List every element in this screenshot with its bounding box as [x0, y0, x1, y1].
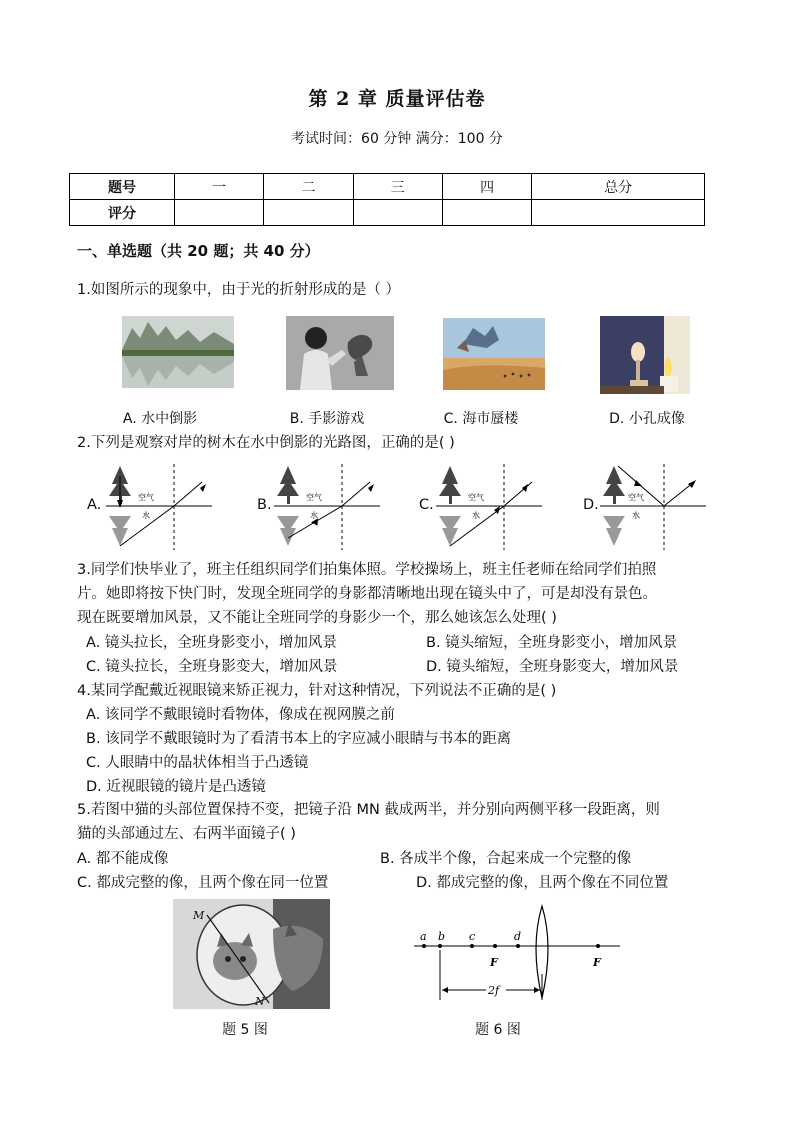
section-heading: 一、单选题（共 20 题；共 40 分） [77, 242, 320, 260]
figure-6-caption: 题 6 图 [475, 1022, 521, 1038]
point-b-label: b [438, 930, 446, 943]
table-cell: 评分 [70, 200, 175, 226]
question-3-line-1: 3.同学们快毕业了，班主任组织同学们拍集体照。学校操场上，班主任老师在给同学们拍照 [77, 562, 657, 578]
lens-diagram [410, 904, 625, 1008]
option-b-label[interactable]: B. 手影游戏 [289, 411, 365, 427]
table-cell: 题号 [70, 174, 175, 200]
option-d-label[interactable]: D. 小孔成像 [609, 411, 685, 427]
option-d-text[interactable]: D. 镜头缩短，全班身影变大，增加风景 [426, 659, 679, 675]
light-path-diagram-c [434, 462, 544, 556]
water-label: 水 [632, 511, 640, 520]
score-field[interactable] [264, 200, 353, 226]
air-label: 空气 [628, 493, 644, 502]
water-label: 水 [310, 511, 318, 520]
question-4-stem: 4.某同学配戴近视眼镜来矫正视力，针对这种情况，下列说法不正确的是( ) [77, 683, 557, 699]
option-a-label[interactable]: A. 水中倒影 [122, 411, 198, 427]
air-label: 空气 [138, 493, 154, 502]
option-b-text[interactable]: B. 镜头缩短，全班身影变小，增加风景 [426, 635, 678, 651]
page-title: 第 2 章 质量评估卷 [308, 88, 486, 110]
option-a-text[interactable]: A. 镜头拉长，全班身影变小，增加风景 [86, 635, 337, 651]
table-row [70, 200, 705, 226]
point-c-label: c [469, 930, 476, 943]
table-cell: 总分 [532, 174, 705, 200]
question-2-stem: 2.下列是观察对岸的树木在水中倒影的光路图，正确的是( ) [77, 435, 455, 451]
option-c-marker[interactable]: C. [419, 497, 434, 513]
option-c-text[interactable]: C. 都成完整的像，且两个像在同一位置 [77, 875, 329, 891]
table-cell: 三 [353, 174, 442, 200]
option-d-marker[interactable]: D. [583, 497, 599, 513]
hand-shadow-photo [286, 316, 394, 390]
question-3-line-2: 片。她即将按下快门时，发现全班同学的身影都清晰地出现在镜头中了，可是却没有景色。 [77, 586, 657, 602]
score-field[interactable] [442, 200, 531, 226]
exam-info: 考试时间：60 分钟 满分：100 分 [291, 131, 503, 147]
table-cell: 二 [264, 174, 353, 200]
focus-left-label: F [490, 956, 498, 969]
option-d-text[interactable]: D. 近视眼镜的镜片是凸透镜 [86, 779, 266, 795]
table-cell: 一 [175, 174, 264, 200]
option-c-text[interactable]: C. 镜头拉长，全班身影变大，增加风景 [86, 659, 338, 675]
score-field[interactable] [353, 200, 442, 226]
air-label: 空气 [468, 493, 484, 502]
option-b-marker[interactable]: B. [257, 497, 272, 513]
mirage-photo [443, 318, 545, 390]
two-f-label: 2f [488, 984, 500, 997]
mirror-label-n: N [255, 995, 265, 1008]
score-field[interactable] [175, 200, 264, 226]
option-a-text[interactable]: A. 都不能成像 [77, 851, 169, 867]
question-5-line-2: 猫的头部通过左、右两半面镜子( ) [77, 826, 296, 842]
table-row [70, 174, 705, 200]
question-5-line-1: 5.若图中猫的头部位置保持不变，把镜子沿 MN 截成两半，并分别向两侧平移一段距离，则 [77, 802, 660, 818]
option-d-text[interactable]: D. 都成完整的像，且两个像在不同位置 [416, 875, 669, 891]
water-label: 水 [472, 511, 480, 520]
score-table [69, 173, 705, 226]
reflection-photo [122, 316, 234, 388]
option-c-text[interactable]: C. 人眼睛中的晶状体相当于凸透镜 [86, 755, 309, 771]
option-c-label[interactable]: C. 海市蜃楼 [443, 411, 519, 427]
option-b-text[interactable]: B. 各成半个像，合起来成一个完整的像 [380, 851, 632, 867]
option-b-text[interactable]: B. 该同学不戴眼镜时为了看清书本上的字应减小眼睛与书本的距离 [86, 731, 512, 747]
point-a-label: a [420, 930, 427, 943]
light-path-diagram-a [104, 462, 214, 556]
cat-mirror-photo [173, 899, 330, 1009]
score-field[interactable] [532, 200, 705, 226]
light-path-diagram-b [272, 462, 382, 556]
option-a-text[interactable]: A. 该同学不戴眼镜时看物体，像成在视网膜之前 [86, 707, 395, 723]
focus-right-label: F [593, 956, 601, 969]
light-path-diagram-d [598, 462, 708, 556]
point-d-label: d [514, 930, 522, 943]
figure-5-caption: 题 5 图 [222, 1022, 268, 1038]
option-a-marker[interactable]: A. [87, 497, 102, 513]
question-3-line-3: 现在既要增加风景，又不能让全班同学的身影少一个，那么她该怎么处理( ) [77, 610, 557, 626]
mirror-label-m: M [193, 909, 205, 922]
water-label: 水 [142, 511, 150, 520]
table-cell: 四 [442, 174, 531, 200]
air-label: 空气 [306, 493, 322, 502]
pinhole-photo [600, 316, 690, 394]
question-1-stem: 1.如图所示的现象中，由于光的折射形成的是（ ） [77, 282, 400, 298]
